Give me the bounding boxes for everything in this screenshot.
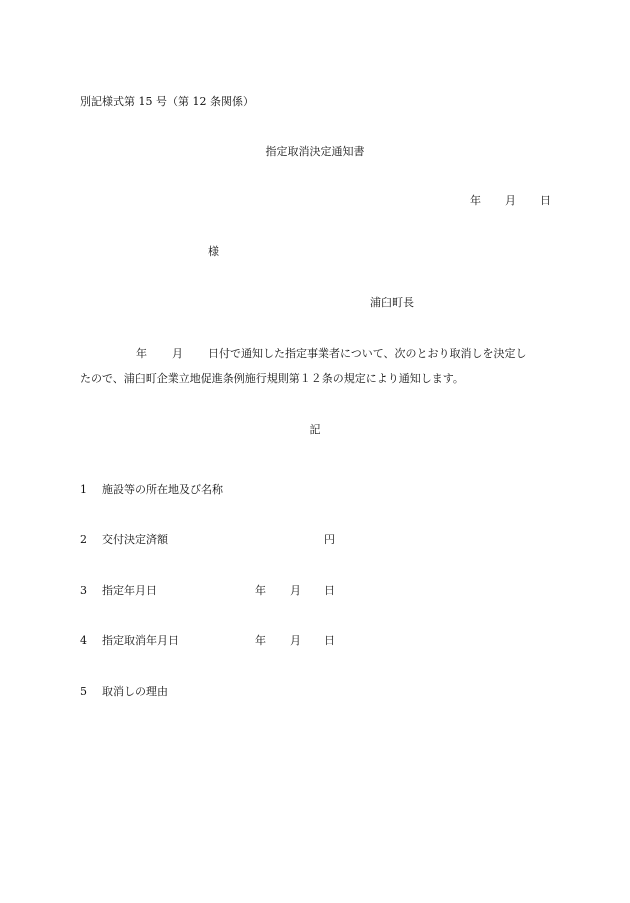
body-date-day-label: 日 bbox=[208, 347, 219, 360]
list-item bbox=[0, 685, 630, 699]
item-year-label: 年 bbox=[255, 634, 266, 647]
issue-date-month-label: 月 bbox=[505, 194, 516, 207]
list-item bbox=[0, 533, 630, 547]
item-label: 指定年月日 bbox=[102, 584, 157, 597]
issue-date-day-label: 日 bbox=[540, 194, 551, 207]
item-month-label: 月 bbox=[290, 584, 301, 597]
form-reference: 別記様式第 15 号（第 12 条関係） bbox=[80, 95, 254, 108]
body-date-year-label: 年 bbox=[136, 347, 147, 360]
body-date-month-label: 月 bbox=[172, 347, 183, 360]
item-day-label: 日 bbox=[324, 634, 335, 647]
sender-name: 浦臼町長 bbox=[370, 296, 414, 309]
ki-heading: 記 bbox=[309, 423, 321, 436]
body-text-line-2: たので、浦臼町企業立地促進条例施行規則第１２条の規定により通知します。 bbox=[80, 372, 464, 385]
item-day-label: 日 bbox=[324, 584, 335, 597]
item-number: 4 bbox=[80, 634, 87, 647]
document-title: 指定取消決定通知書 bbox=[265, 145, 365, 158]
addressee-suffix: 様 bbox=[208, 245, 219, 258]
item-label: 交付決定済額 bbox=[102, 533, 168, 546]
item-number: 5 bbox=[80, 685, 87, 698]
issue-date-year-label: 年 bbox=[470, 194, 481, 207]
list-item bbox=[0, 584, 630, 598]
item-label: 指定取消年月日 bbox=[102, 634, 179, 647]
item-number: 2 bbox=[80, 533, 87, 546]
item-year-label: 年 bbox=[255, 584, 266, 597]
item-unit: 円 bbox=[324, 533, 335, 546]
item-number: 3 bbox=[80, 584, 87, 597]
item-label: 施設等の所在地及び名称 bbox=[102, 483, 223, 496]
item-number: 1 bbox=[80, 483, 87, 496]
body-text-line-1-rest: 付で通知した指定事業者について、次のとおり取消しを決定し bbox=[219, 347, 527, 360]
issue-date bbox=[470, 194, 551, 208]
list-item bbox=[0, 483, 630, 497]
item-label: 取消しの理由 bbox=[102, 685, 168, 698]
body-text-line-1 bbox=[80, 347, 527, 361]
list-item bbox=[0, 634, 630, 648]
item-month-label: 月 bbox=[290, 634, 301, 647]
